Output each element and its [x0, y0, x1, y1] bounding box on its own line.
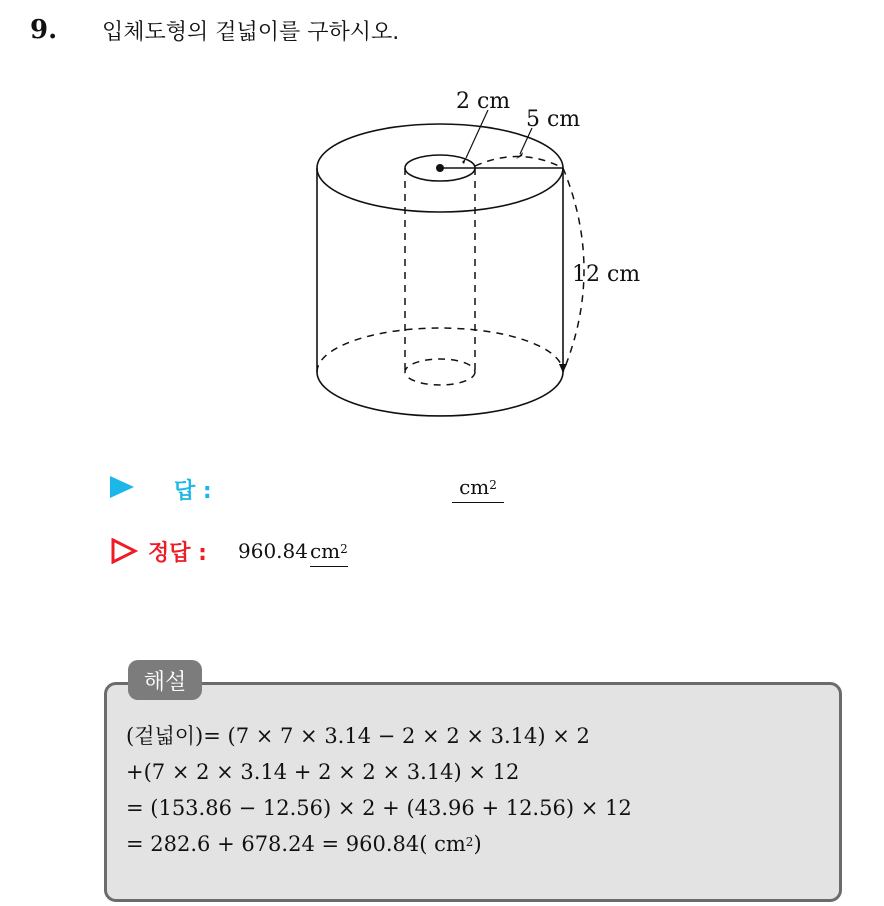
answer-triangle-icon	[110, 476, 134, 498]
height-arrowhead	[559, 364, 567, 373]
outer-bottom-front-arc	[317, 372, 563, 416]
inner-radius-label: 2 cm	[456, 89, 511, 114]
answer-label: 답 :	[174, 479, 212, 504]
question-header	[30, 12, 399, 48]
question-number: 9.	[30, 15, 58, 45]
answer-row	[110, 472, 530, 508]
solution-line-4-close: )	[473, 832, 482, 856]
solution-line-4-exponent: 2	[465, 835, 474, 849]
outer-radius-leader-head	[516, 152, 523, 159]
correct-answer-label: 정답 :	[148, 541, 207, 566]
hollow-cylinder-figure	[300, 82, 660, 432]
correct-answer-row	[110, 534, 510, 570]
height-label: 12 cm	[572, 262, 641, 287]
outer-bottom-back-arc	[317, 328, 563, 372]
inner-radius-leader	[466, 110, 488, 158]
solution-line-2: +(7 × 2 × 3.14 + 2 × 2 × 3.14) × 12	[126, 760, 520, 784]
answer-unit-exponent: 2	[489, 478, 497, 492]
outer-radius-arc	[475, 156, 563, 168]
answer-blank[interactable]	[452, 472, 504, 503]
outer-radius-label: 5 cm	[526, 107, 581, 132]
question-text: 입체도형의 겉넓이를 구하시오.	[102, 19, 400, 45]
correct-answer-value: 960.84	[238, 539, 308, 563]
correct-triangle-outline-icon	[110, 538, 138, 564]
center-dot	[436, 164, 444, 172]
solution-line-1: (겉넓이)= (7 × 7 × 3.14 − 2 × 2 × 3.14) × 2	[126, 724, 590, 748]
correct-answer-unit: cm	[309, 539, 341, 563]
cylinder-diagram	[300, 82, 660, 432]
answer-unit: cm	[459, 475, 490, 499]
inner-bottom-ellipse	[405, 359, 475, 385]
solution-line-3: = (153.86 − 12.56) × 2 + (43.96 + 12.56) × 12	[126, 796, 632, 820]
solution-tab: 해설	[128, 660, 202, 700]
solution-line-4-text: = 282.6 + 678.24 = 960.84( cm	[126, 832, 466, 856]
solution-lines	[126, 718, 632, 862]
correct-answer-unit-group	[310, 536, 348, 567]
correct-answer-value-group	[238, 536, 348, 567]
solution-line-4	[126, 826, 632, 862]
correct-answer-unit-exponent: 2	[340, 542, 348, 556]
